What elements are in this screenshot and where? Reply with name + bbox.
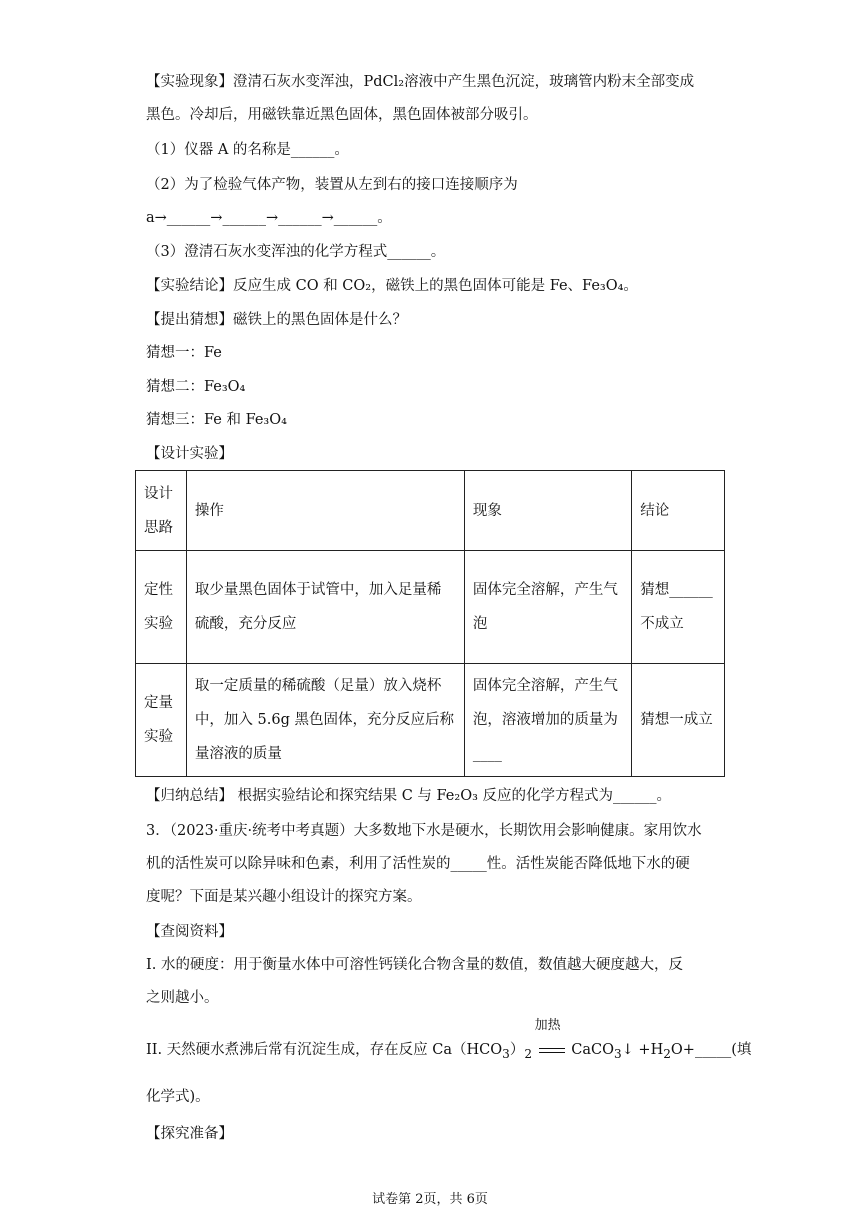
summary-line: 【归纳总结】 根据实验结论和探究结果 C 与 Fe₂O₃ 反应的化学方程式为______。 [146,788,671,804]
question-2: （2）为了检验气体产物，装置从左到右的接口连接顺序为 [146,177,518,193]
page-footer: 试卷第 2页，共 6页 [372,1192,488,1207]
reaction-prefix: II. 天然硬水煮沸后常有沉淀生成，存在反应 Ca（HCO [146,1042,503,1058]
reaction-paren: ） [509,1042,525,1058]
table-cell: 定性实验 [136,551,187,664]
hypothesis-1: 猜想一：Fe [146,345,222,361]
info-I-line-2: 之则越小。 [146,990,219,1006]
equals-sign [534,1018,567,1060]
table-cell: 猜想一成立 [632,664,725,777]
table-cell: 取少量黑色固体于试管中，加入足量稀硫酸，充分反应 [186,551,464,664]
lookup-heading: 【查阅资料】 [146,924,233,940]
table-cell: 猜想______不成立 [632,551,725,664]
table-cell: 固体完全溶解，产生气泡 [464,551,631,664]
reaction-suffix: O+_____(填 [670,1042,752,1058]
table-header-cell: 现象 [464,471,631,551]
table-header-cell: 结论 [632,471,725,551]
reaction-condition: 加热 [534,1018,561,1033]
hypothesis-2: 猜想二：Fe₃O₄ [146,379,246,395]
experiment-table [135,470,725,777]
question-3-line-2: 机的活性炭可以除异味和色素，利用了活性炭的_____性。活性炭能否降低地下水的硬 [146,856,690,872]
question-3-title: 3．（2023·重庆·统考中考真题）大多数地下水是硬水，长期饮用会影响健康。家用饮水 [146,823,702,839]
table-header-row [136,471,725,551]
table-header-cell: 设计思路 [136,471,187,551]
table-header-cell: 操作 [186,471,464,551]
table-cell: 定量实验 [136,664,187,777]
reaction-continuation: 化学式)。 [146,1089,210,1105]
reaction-plus: +H [633,1042,664,1058]
prep-heading: 【探究准备】 [146,1126,233,1142]
hypothesis-3: 猜想三：Fe 和 Fe₃O₄ [146,412,287,428]
table-cell: 固体完全溶解，产生气泡，溶液增加的质量为____ [464,664,631,777]
subscript: 3 [613,1046,622,1061]
table-row [136,551,725,664]
table-cell: 取一定质量的稀硫酸（足量）放入烧杯中，加入 5.6g 黑色固体，充分反应后称量溶液的质量 [186,664,464,777]
reaction-product: CaCO [571,1042,614,1058]
design-heading: 【设计实验】 [146,446,233,462]
line-phenomenon: 【实验现象】澄清石灰水变浑浊，PdCl₂溶液中产生黑色沉淀，玻璃管内粉末全部变成 [146,74,695,90]
subscript: 2 [524,1046,533,1061]
reaction-equation [146,1018,752,1064]
question-3-line-3: 度呢？下面是某兴趣小组设计的探究方案。 [146,889,422,905]
question-1: （1）仪器 A 的名称是______。 [146,142,349,158]
question-2-sequence: a→______→______→______→______。 [146,210,392,226]
table-row [136,664,725,777]
hypothesis-heading: 【提出猜想】磁铁上的黑色固体是什么？ [146,312,407,328]
question-3: （3）澄清石灰水变浑浊的化学方程式______。 [146,244,446,260]
line-phenomenon-cont: 黑色。冷却后，用磁铁靠近黑色固体，黑色固体被部分吸引。 [146,107,538,123]
experiment-conclusion: 【实验结论】反应生成 CO 和 CO₂，磁铁上的黑色固体可能是 Fe、Fe₃O₄。 [146,278,638,294]
precipitate-arrow: ↓ [621,1042,634,1058]
subscript: 2 [663,1046,671,1061]
info-I-line-1: I. 水的硬度：用于衡量水体中可溶性钙镁化合物含量的数值，数值越大硬度越大，反 [146,957,683,973]
subscript: 3 [502,1046,510,1061]
